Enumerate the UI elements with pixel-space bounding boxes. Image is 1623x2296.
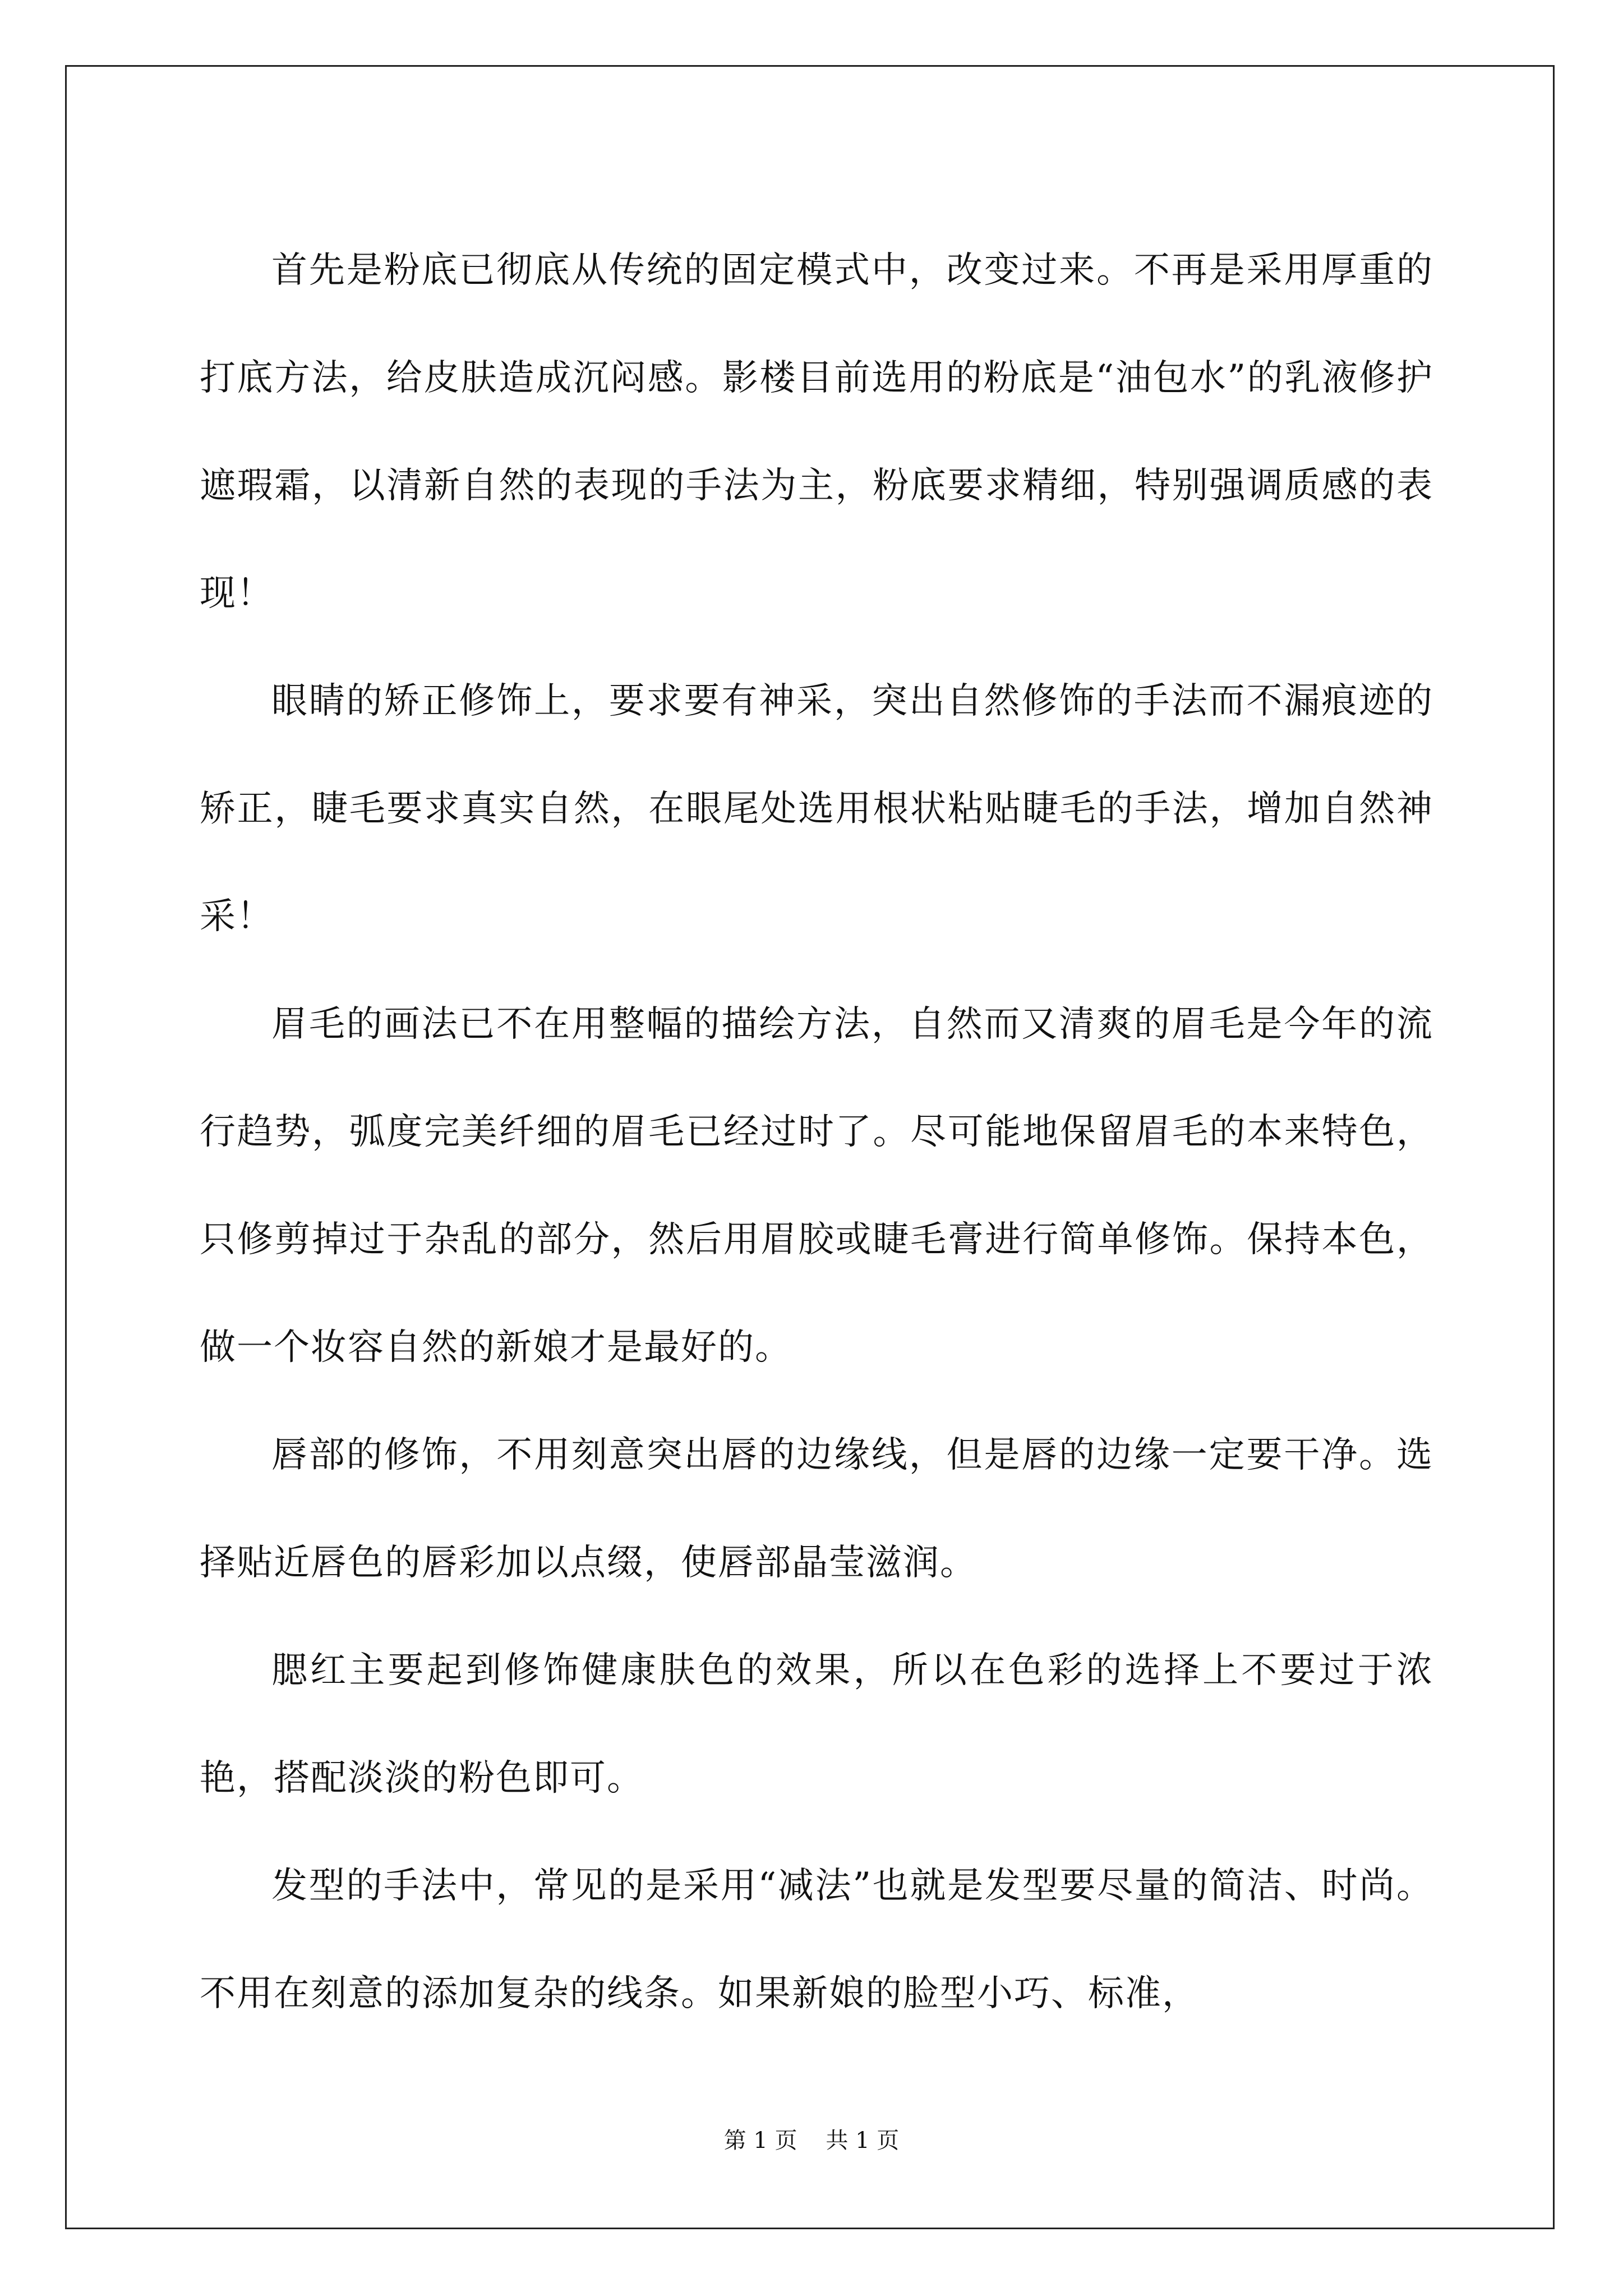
paragraph-eyes: 眼睛的矫正修饰上，要求要有神采，突出自然修饰的手法而不漏痕迹的矫正，睫毛要求真实自然，在眼尾处选用根状粘贴睫毛的手法，增加自然神采！ — [200, 680, 1433, 937]
paragraph-eyebrows: 眉毛的画法已不在用整幅的描绘方法，自然而又清爽的眉毛是今年的流行趋势，弧度完美纤细的眉毛已经过时了。尽可能地保留眉毛的本来特色，只修剪掉过于杂乱的部分，然后用眉胶或睫毛膏进行简单修饰。保持本色，做一个妆容自然的新娘才是最好的。 — [200, 1004, 1433, 1368]
paragraph-lips: 唇部的修饰，不用刻意突出唇的边缘线，但是唇的边缘一定要干净。选择贴近唇色的唇彩加以点缀，使唇部晶莹滋润。 — [200, 1434, 1433, 1584]
paragraph-foundation: 首先是粉底已彻底从传统的固定模式中，改变过来。不再是采用厚重的打底方法，给皮肤造成沉闷感。影楼目前选用的粉底是“油包水”的乳液修护遮瑕霜，以清新自然的表现的手法为主，粉底要求精细，特别强调质感的表现！ — [200, 250, 1433, 614]
paragraph-blush: 腮红主要起到修饰健康肤色的效果，所以在色彩的选择上不要过于浓艳，搭配淡淡的粉色即可。 — [200, 1650, 1433, 1799]
paragraph-hairstyle: 发型的手法中，常见的是采用“减法”也就是发型要尽量的简洁、时尚。不用在刻意的添加复杂的线条。如果新娘的脸型小巧、标准， — [200, 1865, 1433, 2014]
document-body — [200, 217, 1433, 2047]
page-number-footer: 第 1 页 共 1 页 — [723, 2128, 900, 2154]
